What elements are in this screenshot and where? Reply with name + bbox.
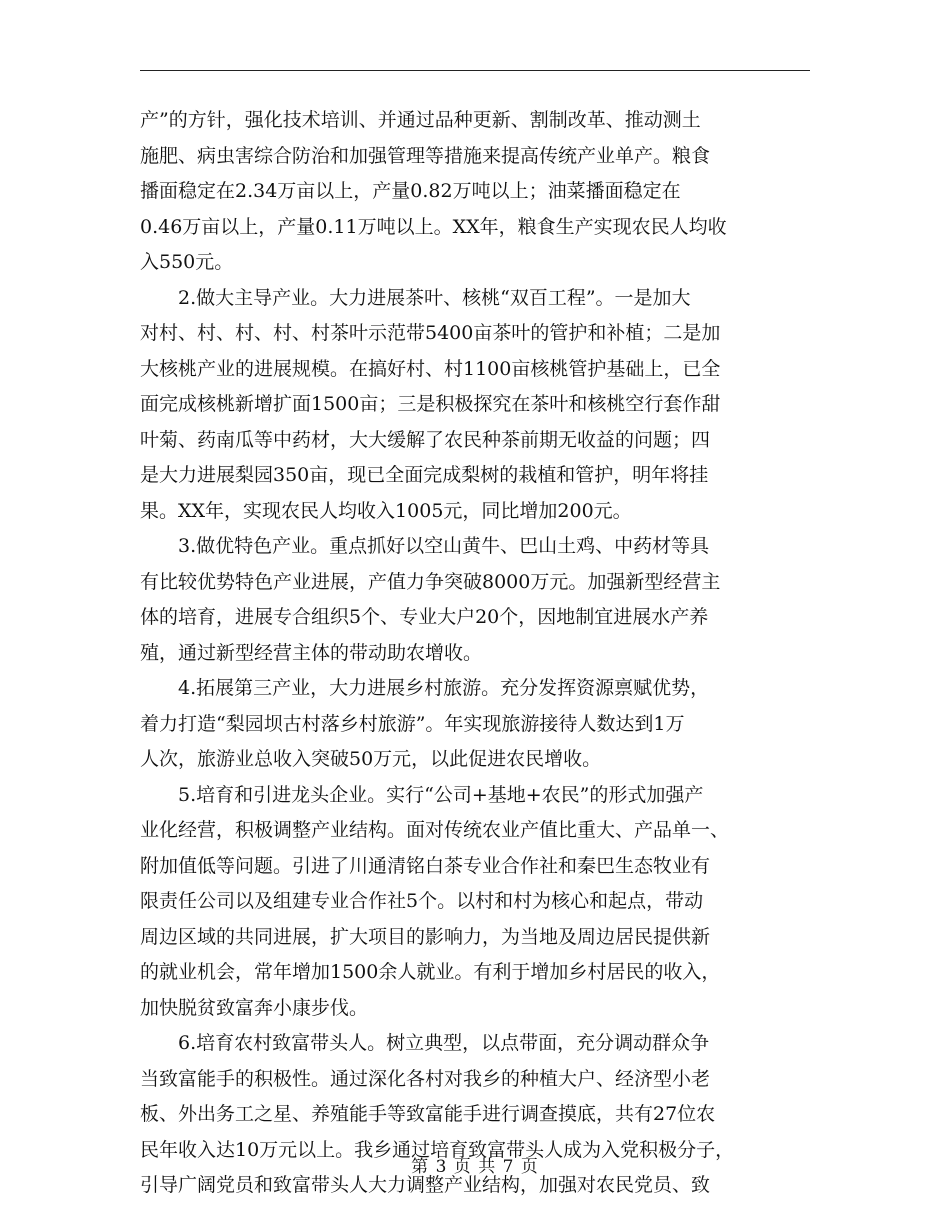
text-line: 的就业机会，常年增加1500余人就业。有利于增加乡村居民的收入， <box>140 961 721 983</box>
text-line: 体的培育，进展专合组织5个、专业大户20个，因地制宜进展水产养 <box>140 606 709 628</box>
text-line: 是大力进展梨园350亩，现已全面完成梨树的栽植和管护，明年将挂 <box>140 464 709 486</box>
text-line: 着力打造“梨园坝古村落乡村旅游”。年实现旅游接待人数达到1万 <box>140 712 685 735</box>
text-line: 周边区域的共同进展，扩大项目的影响力，为当地及周边居民提供新 <box>140 925 711 948</box>
text-line: 人次，旅游业总收入突破50万元，以此促进农民增收。 <box>140 748 602 770</box>
text-line: 0.46万亩以上，产量0.11万吨以上。XX年，粮食生产实现农民人均收 <box>140 215 727 238</box>
header-rule <box>140 70 810 71</box>
page-footer: 第 3 页 共 7 页 <box>411 1157 539 1177</box>
text-line: 限责任公司以及组建专业合作社5个。以村和村为核心和起点，带动 <box>140 890 704 912</box>
document-body <box>140 103 810 1204</box>
text-line: 大核桃产业的进展规模。在搞好村、村1100亩核桃管护基础上，已全 <box>140 357 721 380</box>
text-line: 播面稳定在2.34万亩以上，产量0.82万吨以上；油菜播面稳定在 <box>140 180 681 202</box>
text-line: 对村、村、村、村、村茶叶示范带5400亩茶叶的管护和补植；二是加 <box>140 322 721 344</box>
text-line: 引导广阔党员和致富带头人大力调整产业结构，加强对农民党员、致 <box>140 1174 711 1196</box>
text-line: 加快脱贫致富奔小康步伐。 <box>140 996 369 1019</box>
text-line: 面完成核桃新增扩面1500亩；三是积极探究在茶叶和核桃空行套作甜 <box>140 393 721 415</box>
text-line: 产”的方针，强化技术培训、并通过品种更新、割制改革、推动测土 <box>140 109 701 131</box>
text-line: 附加值低等问题。引进了川通清铭白茶专业合作社和秦巴生态牧业有 <box>140 854 711 877</box>
text-line: 当致富能手的积极性。通过深化各村对我乡的种植大户、经济型小老 <box>140 1067 711 1090</box>
text-line: 5.培育和引进龙头企业。实行“公司+基地+农民”的形式加强产 <box>178 783 704 806</box>
text-line: 民年收入达10万元以上。我乡通过培育致富带头人成为入党积极分子， <box>140 1138 735 1161</box>
text-line: 施肥、病虫害综合防治和加强管理等措施来提高传统产业单产。粮食 <box>140 144 711 167</box>
text-line: 入550元。 <box>140 251 234 273</box>
text-line: 板、外出务工之星、养殖能手等致富能手进行调查摸底，共有27位农 <box>140 1103 716 1125</box>
text-line: 殖，通过新型经营主体的带动助农增收。 <box>140 641 483 664</box>
text-line: 3.做优特色产业。重点抓好以空山黄牛、巴山土鸡、中药材等具 <box>178 535 710 557</box>
text-line: 叶菊、药南瓜等中药材，大大缓解了农民种茶前期无收益的问题；四 <box>140 428 711 451</box>
text-line: 2.做大主导产业。大力进展茶叶、核桃“双百工程”。一是加大 <box>178 286 691 309</box>
text-line: 有比较优势特色产业进展，产值力争突破8000万元。加强新型经营主 <box>140 570 721 593</box>
text-line: 6.培育农村致富带头人。树立典型，以点带面，充分调动群众争 <box>178 1032 710 1054</box>
text-line: 业化经营，积极调整产业结构。面对传统农业产值比重大、产品单一、 <box>140 819 730 841</box>
text-line: 果。XX年，实现农民人均收入1005元，同比增加200元。 <box>140 499 632 522</box>
text-line: 4.拓展第三产业，大力进展乡村旅游。充分发挥资源禀赋优势， <box>178 677 710 699</box>
